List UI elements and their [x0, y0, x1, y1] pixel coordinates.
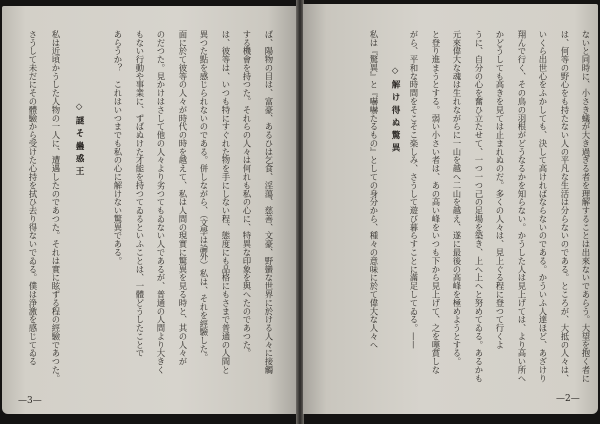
right-page — [303, 4, 598, 414]
section-heading: ◇謎そ蠱惑王 — [74, 102, 84, 179]
text-column: もない行動や事業に、ずばぬけた才能を持つてゐるといふことは、一體どうしたことで — [135, 30, 145, 358]
text-column: さうして未だにその體驗から受けた心持を拭ひ去り得ないでゐる。僕は浄激を感じてゐる — [28, 30, 38, 366]
text-column: のだつた。見かけはさして他の人々より劣つてもゐない人であるが、普通の人間より大きく — [156, 30, 166, 374]
page-number: —2— — [556, 394, 580, 404]
text-column: 元來偉大な魂は生れながらに一山を越へ二山を越え、遂に最後の高峰を極めようとする。 — [452, 30, 462, 366]
text-column: 異つた點を感じられないのである。併しながら、（文學は論外）私は、それを經驗した。 — [199, 30, 209, 362]
left-page — [2, 6, 297, 414]
text-column: ないと同時に、小さき蟻が大き過ぎる者を理解することは出來ないであらう。大望を抱く者に — [581, 30, 591, 383]
text-column: 私は近頃かうした人物の一人に、遭遇したのであつた。それは實に眩ずる程の經驗であつた。 — [51, 30, 61, 383]
text-column: がら、平和な時間をそこそこ楽しみ、さうして遊び暮らすことに滿足してゐる。—— — [409, 30, 419, 349]
text-column: 面に於て彼等の人々が時代の時を越えて、私は人間の現實に驚異を見る時と、其の人々が — [178, 30, 188, 366]
text-column: は、彼等は、いつも特にすぐれた物を手にしない程、態度にも品格にもさまで普通の人間と — [221, 30, 231, 374]
text-column: かどうしても高きを見ては止まれぬのだ。多くの人々は、見上ぐる程に登つて行くよ — [495, 30, 505, 349]
text-column: 翔んで行く、その鳥の羽根がどうなるかを知らない。かうした人は見上げては、より高い所へ — [517, 30, 527, 383]
text-column: いくら出世心をふかしても、決して高ければならないのである。かういふ人達ほど、あざけり — [538, 30, 548, 383]
text-column: は、何等の野心をも持たない人の平凡な生活は分らないのである。ところが、大抵の人々は、 — [560, 30, 570, 383]
section-heading: ◇解け得ぬ驚異 — [390, 66, 400, 156]
text-column: うに、自分の心を奮ひ立たせて、一つ一つ己の足場を築き、上へ上へと努めてゐる。あるかも — [474, 30, 484, 383]
text-column: する機會を持つた。それらの人々は何れも私の心に、特異な印象を與へたのであつた。 — [242, 30, 252, 358]
text-column: ば、陽物の目は、富豪、あるひは乞食、淫蕩、慈善、文豪、野蠻な世界に於ける人々に接觸 — [264, 30, 274, 374]
page-number: —3— — [18, 396, 42, 406]
text-column: あらうか？ これはいつまでも私の心に解けない驚異である。 — [113, 30, 123, 265]
text-column: と登り進まうとする。弱い小さい者は、あの高い峰をいつも下から見上げて、之を嘆賞しな — [431, 30, 441, 374]
text-column: 私は『驚異』と『嚇嚇たるもの』としての身分から、種々の意味に於て偉大な人々へ — [369, 30, 379, 349]
